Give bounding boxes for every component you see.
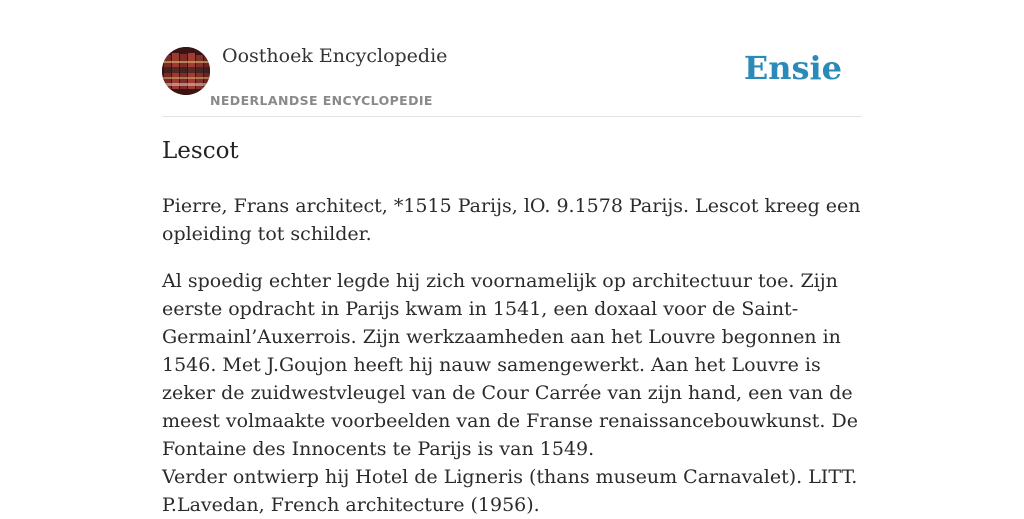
encyclopedia-books-icon[interactable] — [162, 47, 210, 95]
site-title[interactable]: Oosthoek Encyclopedie — [222, 45, 448, 67]
ensie-logo-link[interactable]: Ensie — [743, 49, 842, 87]
article-paragraph: Pierre, Frans architect, *1515 Parijs, lO. 9.1578 Parijs. Lescot kreeg een opleiding tot schilder. — [162, 195, 861, 245]
article-paragraph: Verder ontwierp hij Hotel de Ligneris (thans museum Carnavalet). LITT. P.Lavedan, French architecture (1956). — [162, 466, 858, 516]
article-paragraph: Al spoedig echter legde hij zich voornamelijk op architectuur toe. Zijn eerste opdracht in Parijs kwam in 1541, een doxaal voor de Saint-Germainl’Auxerrois. Zijn werkzaamheden aan het Louvre begonnen in 1546. Met J.Goujon heeft hij nauw samengewerkt. Aan het Louvre is zeker de zuidwestvleugel van de Cour Carrée van zijn hand, een van de meest volmaakte voorbeelden van de Franse renaissancebouwkunst. De Fontaine des Innocents te Parijs is van 1549. — [162, 270, 858, 460]
article-title: Lescot — [162, 138, 239, 164]
page — [162, 0, 862, 516]
site-subtitle: NEDERLANDSE ENCYCLOPEDIE — [210, 93, 433, 108]
site-header — [162, 0, 862, 117]
